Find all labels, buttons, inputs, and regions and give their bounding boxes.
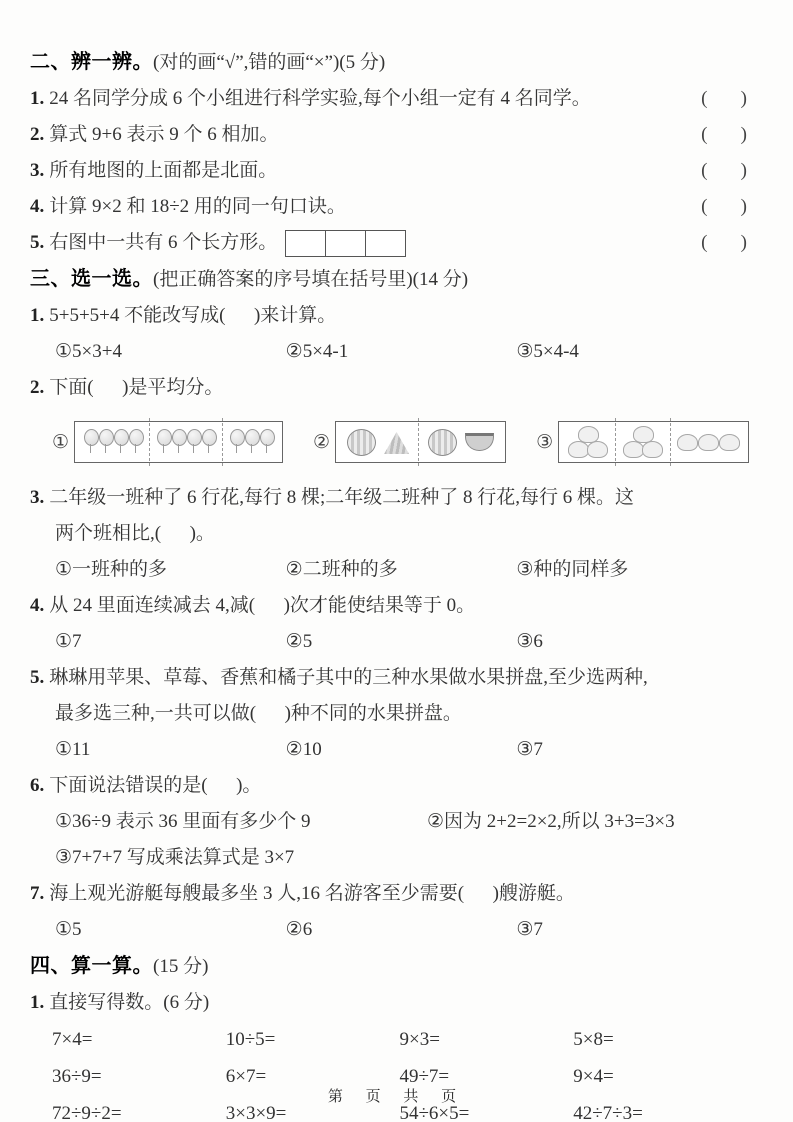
option-3: ③种的同样多: [516, 559, 629, 580]
item-number: 6.: [30, 775, 45, 796]
item-group: [676, 435, 741, 450]
balloon-icon: [260, 429, 275, 446]
choice-q3: [30, 480, 747, 516]
balloon-icon: [187, 429, 202, 446]
section4-title: 四、算一算。: [30, 955, 153, 977]
answer-bracket: ( ): [701, 124, 747, 145]
answer-bracket: ( ): [701, 88, 747, 109]
choice-q5-line2: 最多选三种,一共可以做( )种不同的水果拼盘。: [55, 703, 462, 724]
choice-q5: [30, 660, 747, 696]
rectangle-cell: [286, 231, 325, 256]
tf-item-5: [30, 225, 747, 261]
choice-q4: [30, 588, 747, 624]
choice-picture-label: ①: [52, 431, 70, 453]
answer-bracket: ( ): [701, 232, 747, 253]
section2-title: 二、辨一辨。: [30, 51, 153, 73]
choice-picture-label: ②: [313, 431, 331, 453]
arithmetic-grid: [30, 1021, 747, 1122]
balloon-icon: [172, 429, 187, 446]
tf-item-2: [30, 117, 747, 153]
option-2: ②二班种的多: [285, 559, 398, 580]
bun-icon: [642, 441, 663, 458]
choice-q2: [30, 370, 747, 406]
section4-points: (15 分): [153, 956, 209, 977]
choice-picture: [313, 421, 506, 463]
balloon-icon: [202, 429, 217, 446]
bun-icon: [698, 434, 719, 451]
option-2: ②5×4-1: [285, 341, 349, 362]
section3-heading: [30, 261, 747, 298]
choice-q5-options: [30, 732, 747, 768]
bun-icon: [587, 441, 608, 458]
arithmetic-problem: 42÷7÷3=: [573, 1103, 643, 1122]
choice-picture: [52, 421, 283, 463]
section4-heading: [30, 948, 747, 985]
choice-q7: [30, 876, 747, 912]
item-number: 7.: [30, 883, 45, 904]
balloon-icon: [99, 429, 114, 446]
item-text: 二年级一班种了 6 行花,每行 8 棵;二年级二班种了 8 行花,每行 6 棵。这: [49, 487, 635, 508]
section3-instructions: (把正确答案的序号填在括号里)(14 分): [153, 269, 469, 290]
item-text: 计算 9×2 和 18÷2 用的同一句口诀。: [49, 196, 346, 217]
item-text: 所有地图的上面都是北面。: [49, 160, 278, 181]
answer-bracket: ( ): [701, 160, 747, 181]
item-number: 4.: [30, 196, 45, 217]
item-number: 2.: [30, 377, 45, 398]
dashed-divider: [222, 418, 223, 466]
choice-q4-options: [30, 624, 747, 660]
option-3: ③7: [516, 919, 543, 940]
picture-box: [335, 421, 506, 463]
item-group: [82, 429, 144, 455]
arithmetic-problem: 54÷6×5=: [399, 1103, 470, 1122]
tf-item-1: [30, 81, 747, 117]
choice-q1: [30, 298, 747, 334]
choice-q6-option-3: ③7+7+7 写成乘法算式是 3×7: [55, 847, 295, 868]
rectangle-cell: [325, 231, 365, 256]
choice-q6: [30, 768, 747, 804]
arithmetic-problem: 3×3×9=: [225, 1103, 287, 1122]
option-2: ②5: [285, 631, 313, 652]
dashed-divider: [670, 418, 671, 466]
arithmetic-problem: 5×8=: [573, 1029, 614, 1050]
balloon-icon: [129, 429, 144, 446]
item-text: 直接写得数。(6 分): [49, 992, 210, 1013]
bun-icon: [623, 441, 644, 458]
option-1: ①一班种的多: [55, 559, 168, 580]
item-number: 3.: [30, 487, 45, 508]
option-1: ①36÷9 表示 36 里面有多少个 9: [55, 811, 311, 832]
section4-sub1: [30, 985, 747, 1021]
tf-item-4: [30, 189, 747, 225]
arithmetic-problem: 49÷7=: [399, 1066, 450, 1087]
choice-q6-options-row1: [30, 804, 747, 840]
watermelon-icon: [384, 432, 409, 454]
option-1: ①5×3+4: [55, 341, 122, 362]
choice-q2-pictures: [30, 406, 747, 480]
arithmetic-problem: 7×4=: [52, 1029, 93, 1050]
balloon-icon: [157, 429, 172, 446]
item-number: 1.: [30, 305, 45, 326]
item-number: 2.: [30, 124, 45, 145]
balloon-icon: [84, 429, 99, 446]
option-3: ③5×4-4: [516, 341, 579, 362]
option-2: ②10: [285, 739, 322, 760]
watermelon-icon: [428, 429, 457, 456]
option-2: ②因为 2+2=2×2,所以 3+3=3×3: [427, 811, 675, 832]
picture-box: [558, 421, 749, 463]
option-2: ②6: [285, 919, 313, 940]
item-text: 海上观光游艇每艘最多坐 3 人,16 名游客至少需要( )艘游艇。: [49, 883, 575, 904]
bun-icon: [677, 434, 698, 451]
option-3: ③7: [516, 739, 543, 760]
choice-q1-options: [30, 334, 747, 370]
choice-q7-options: [30, 912, 747, 948]
item-group: [228, 429, 275, 455]
tf-item-3: [30, 153, 747, 189]
item-number: 5.: [30, 232, 45, 253]
balloon-icon: [114, 429, 129, 446]
choice-q3-line2: 两个班相比,( )。: [55, 523, 215, 544]
item-number: 4.: [30, 595, 45, 616]
item-text: 从 24 里面连续减去 4,减( )次才能使结果等于 0。: [49, 595, 476, 616]
page-footer: 第 页 共 页: [327, 1087, 466, 1105]
arithmetic-problem: 9×3=: [399, 1029, 440, 1050]
item-number: 1.: [30, 992, 45, 1013]
choice-picture: [536, 421, 749, 463]
item-number: 5.: [30, 667, 45, 688]
dashed-divider: [149, 418, 150, 466]
dashed-divider: [418, 418, 419, 466]
option-1: ①5: [55, 919, 82, 940]
watermelon-icon: [465, 433, 494, 451]
watermelon-icon: [347, 429, 376, 456]
answer-bracket: ( ): [701, 196, 747, 217]
bun-icon: [719, 434, 740, 451]
item-text: 5+5+5+4 不能改写成( )来计算。: [49, 305, 337, 326]
item-text: 下面说法错误的是( )。: [49, 775, 262, 796]
arithmetic-problem: 10÷5=: [225, 1029, 276, 1050]
item-group: [155, 429, 217, 455]
item-number: 1.: [30, 88, 45, 109]
rectangle-figure: [285, 230, 406, 257]
item-text: 下面( )是平均分。: [49, 377, 224, 398]
option-1: ①7: [55, 631, 82, 652]
section3-title: 三、选一选。: [30, 268, 153, 290]
choice-picture-label: ③: [536, 431, 554, 453]
arithmetic-problem: 9×4=: [573, 1066, 614, 1087]
arithmetic-problem: 72÷9÷2=: [52, 1103, 122, 1122]
section2-heading: [30, 44, 747, 81]
item-group: [621, 427, 665, 457]
dashed-divider: [615, 418, 616, 466]
rectangle-cell: [365, 231, 405, 256]
item-number: 3.: [30, 160, 45, 181]
item-text: 24 名同学分成 6 个小组进行科学实验,每个小组一定有 4 名同学。: [49, 88, 591, 109]
option-3: ③6: [516, 631, 543, 652]
arithmetic-problem: 36÷9=: [52, 1066, 102, 1087]
option-1: ①11: [55, 739, 91, 760]
picture-box: [74, 421, 283, 463]
item-text: 琳琳用苹果、草莓、香蕉和橘子其中的三种水果做水果拼盘,至少选两种,: [49, 667, 648, 688]
arithmetic-problem: 6×7=: [225, 1066, 267, 1087]
item-text: 算式 9+6 表示 9 个 6 相加。: [49, 124, 279, 145]
item-group: [566, 427, 610, 457]
bun-icon: [568, 441, 589, 458]
section2-instructions: (对的画“√”,错的画“×”)(5 分): [153, 52, 386, 73]
balloon-icon: [245, 429, 260, 446]
balloon-icon: [230, 429, 245, 446]
choice-q3-options: [30, 552, 747, 588]
item-text: 右图中一共有 6 个长方形。: [49, 232, 278, 253]
